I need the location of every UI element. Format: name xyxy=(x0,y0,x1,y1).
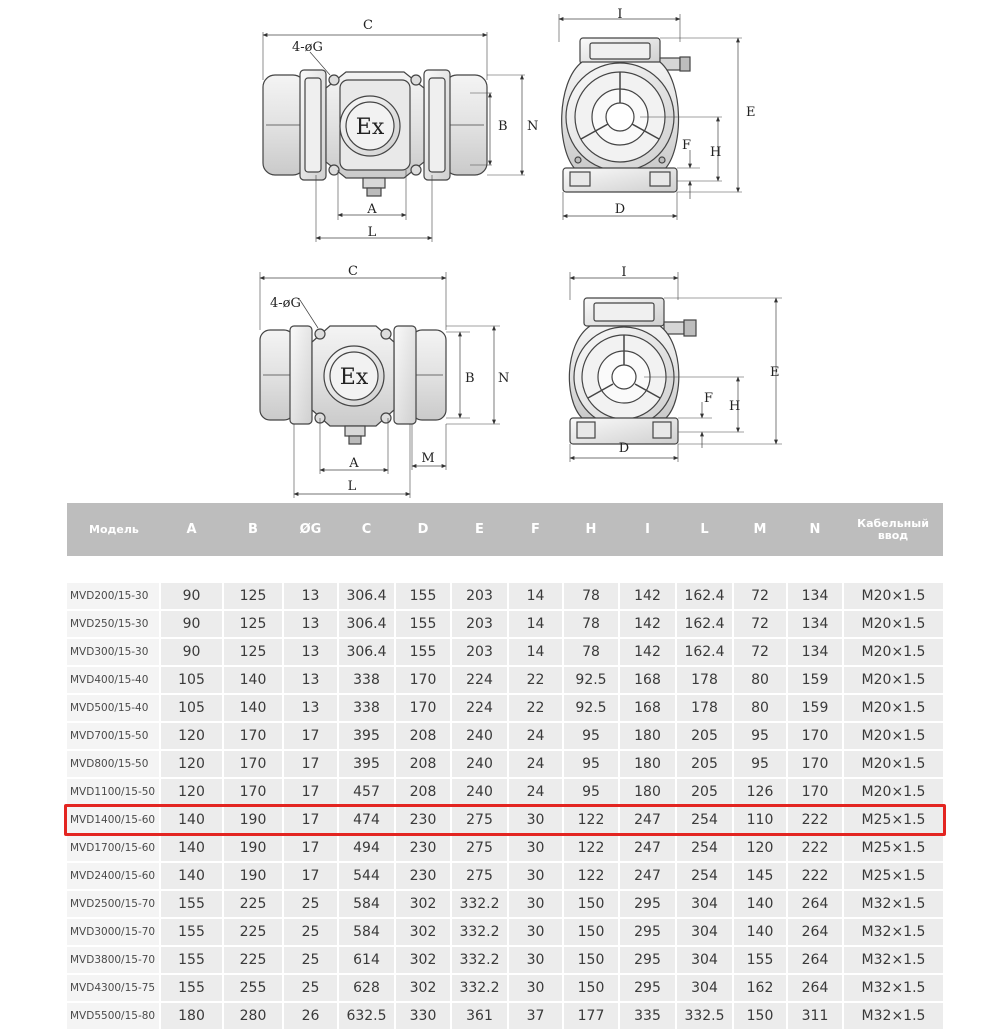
model-cell: MVD400/15-40 xyxy=(67,666,160,694)
model-cell: MVD4300/15-75 xyxy=(67,974,160,1002)
value-cell: M20×1.5 xyxy=(843,722,943,750)
value-cell: 180 xyxy=(619,722,676,750)
value-cell: 145 xyxy=(733,862,787,890)
value-cell: 474 xyxy=(338,806,395,834)
value-cell: 125 xyxy=(223,583,283,610)
value-cell: 150 xyxy=(563,918,619,946)
value-cell: 140 xyxy=(160,862,223,890)
value-cell: 110 xyxy=(733,806,787,834)
value-cell: 170 xyxy=(223,750,283,778)
bottom-front-label-f: F xyxy=(704,391,714,406)
spacer-cell xyxy=(67,556,943,583)
value-cell: 254 xyxy=(676,862,733,890)
value-cell: 230 xyxy=(395,834,451,862)
top-front-label-e: E xyxy=(746,105,756,120)
value-cell: 302 xyxy=(395,918,451,946)
value-cell: 105 xyxy=(160,666,223,694)
table-row xyxy=(67,890,943,918)
value-cell: 205 xyxy=(676,778,733,806)
value-cell: 30 xyxy=(508,974,563,1002)
column-header-b: B xyxy=(223,503,283,556)
top-side-label-c: C xyxy=(363,18,373,33)
value-cell: 17 xyxy=(283,778,338,806)
model-cell: MVD2500/15-70 xyxy=(67,890,160,918)
value-cell: 338 xyxy=(338,666,395,694)
value-cell: 584 xyxy=(338,890,395,918)
value-cell: 311 xyxy=(787,1002,843,1030)
value-cell: 190 xyxy=(223,834,283,862)
value-cell: 140 xyxy=(733,890,787,918)
value-cell: 177 xyxy=(563,1002,619,1030)
model-cell: MVD800/15-50 xyxy=(67,750,160,778)
value-cell: 17 xyxy=(283,806,338,834)
value-cell: 332.2 xyxy=(451,946,508,974)
value-cell: 95 xyxy=(563,722,619,750)
value-cell: 254 xyxy=(676,806,733,834)
table-row xyxy=(67,666,943,694)
value-cell: 203 xyxy=(451,638,508,666)
value-cell: 162.4 xyxy=(676,638,733,666)
value-cell: 30 xyxy=(508,862,563,890)
value-cell: 122 xyxy=(563,834,619,862)
top-side-label-l: L xyxy=(367,225,377,240)
table-row xyxy=(67,946,943,974)
header-row xyxy=(67,503,943,556)
value-cell: 105 xyxy=(160,694,223,722)
value-cell: 90 xyxy=(160,638,223,666)
value-cell: 72 xyxy=(733,610,787,638)
value-cell: 155 xyxy=(160,946,223,974)
top-side-label-b: B xyxy=(498,119,508,134)
value-cell: 280 xyxy=(223,1002,283,1030)
value-cell: 90 xyxy=(160,583,223,610)
value-cell: 190 xyxy=(223,806,283,834)
value-cell: 208 xyxy=(395,778,451,806)
value-cell: 140 xyxy=(160,834,223,862)
top-side-label-a: A xyxy=(367,202,377,217)
model-cell: MVD250/15-30 xyxy=(67,610,160,638)
table-row xyxy=(67,638,943,666)
value-cell: M32×1.5 xyxy=(843,890,943,918)
value-cell: 275 xyxy=(451,862,508,890)
value-cell: 13 xyxy=(283,638,338,666)
value-cell: 205 xyxy=(676,722,733,750)
top-side-label-g: 4-øG xyxy=(292,40,323,55)
top-front-view xyxy=(559,14,742,220)
column-header-a: A xyxy=(160,503,223,556)
column-header-l: L xyxy=(676,503,733,556)
value-cell: 395 xyxy=(338,750,395,778)
model-cell: MVD300/15-30 xyxy=(67,638,160,666)
value-cell: 17 xyxy=(283,750,338,778)
bottom-side-label-m: M xyxy=(421,451,435,466)
technical-drawings xyxy=(0,0,1000,500)
value-cell: 30 xyxy=(508,918,563,946)
value-cell: M20×1.5 xyxy=(843,610,943,638)
value-cell: 170 xyxy=(787,722,843,750)
value-cell: 126 xyxy=(733,778,787,806)
bottom-side-label-b: B xyxy=(465,371,475,386)
value-cell: 264 xyxy=(787,918,843,946)
value-cell: 275 xyxy=(451,806,508,834)
value-cell: 120 xyxy=(733,834,787,862)
column-header-øg: ØG xyxy=(283,503,338,556)
value-cell: 159 xyxy=(787,666,843,694)
value-cell: 13 xyxy=(283,666,338,694)
value-cell: 170 xyxy=(223,722,283,750)
column-header-d: D xyxy=(395,503,451,556)
value-cell: 632.5 xyxy=(338,1002,395,1030)
bottom-front-label-d: D xyxy=(618,441,630,456)
top-front-label-f: F xyxy=(682,138,692,153)
value-cell: 150 xyxy=(563,890,619,918)
value-cell: 330 xyxy=(395,1002,451,1030)
column-header-n: N xyxy=(787,503,843,556)
value-cell: 304 xyxy=(676,918,733,946)
value-cell: 225 xyxy=(223,946,283,974)
value-cell: 240 xyxy=(451,778,508,806)
column-header-c: C xyxy=(338,503,395,556)
value-cell: 180 xyxy=(619,750,676,778)
cable-entry-header-part: Кабельный xyxy=(857,516,929,530)
value-cell: 302 xyxy=(395,890,451,918)
value-cell: 457 xyxy=(338,778,395,806)
model-cell: MVD2400/15-60 xyxy=(67,862,160,890)
top-side-view xyxy=(263,32,525,242)
table-row xyxy=(67,722,943,750)
value-cell: 203 xyxy=(451,610,508,638)
value-cell: 155 xyxy=(160,918,223,946)
value-cell: 26 xyxy=(283,1002,338,1030)
value-cell: 180 xyxy=(619,778,676,806)
value-cell: 203 xyxy=(451,583,508,610)
value-cell: 170 xyxy=(787,778,843,806)
value-cell: 295 xyxy=(619,974,676,1002)
bottom-side-label-g: 4-øG xyxy=(270,296,301,311)
value-cell: 335 xyxy=(619,1002,676,1030)
value-cell: 168 xyxy=(619,694,676,722)
value-cell: M20×1.5 xyxy=(843,583,943,610)
value-cell: 80 xyxy=(733,694,787,722)
value-cell: 494 xyxy=(338,834,395,862)
value-cell: 17 xyxy=(283,834,338,862)
table-row xyxy=(67,610,943,638)
value-cell: 225 xyxy=(223,918,283,946)
value-cell: 80 xyxy=(733,666,787,694)
value-cell: 224 xyxy=(451,694,508,722)
value-cell: M32×1.5 xyxy=(843,918,943,946)
model-cell: MVD200/15-30 xyxy=(67,583,160,610)
model-cell: MVD3800/15-70 xyxy=(67,946,160,974)
value-cell: 95 xyxy=(733,750,787,778)
value-cell: 295 xyxy=(619,918,676,946)
value-cell: 162.4 xyxy=(676,583,733,610)
value-cell: 395 xyxy=(338,722,395,750)
value-cell: 190 xyxy=(223,862,283,890)
value-cell: 30 xyxy=(508,806,563,834)
top-front-label-i: I xyxy=(617,7,623,22)
value-cell: 247 xyxy=(619,834,676,862)
value-cell: M32×1.5 xyxy=(843,974,943,1002)
value-cell: 240 xyxy=(451,722,508,750)
column-header-cable-entry xyxy=(843,503,943,556)
value-cell: 134 xyxy=(787,610,843,638)
value-cell: 361 xyxy=(451,1002,508,1030)
drawings-svg xyxy=(0,0,1000,500)
value-cell: 162.4 xyxy=(676,610,733,638)
value-cell: 332.5 xyxy=(676,1002,733,1030)
value-cell: 142 xyxy=(619,583,676,610)
value-cell: 37 xyxy=(508,1002,563,1030)
value-cell: 304 xyxy=(676,946,733,974)
value-cell: 122 xyxy=(563,806,619,834)
value-cell: M32×1.5 xyxy=(843,1002,943,1030)
cable-entry-header-part: ввод xyxy=(877,528,909,542)
top-front-label-d: D xyxy=(614,202,626,217)
bottom-side-label-n: N xyxy=(498,371,510,386)
value-cell: M20×1.5 xyxy=(843,666,943,694)
value-cell: 140 xyxy=(223,666,283,694)
value-cell: 247 xyxy=(619,806,676,834)
value-cell: M20×1.5 xyxy=(843,638,943,666)
spec-table-head xyxy=(67,503,943,556)
value-cell: 120 xyxy=(160,778,223,806)
value-cell: 264 xyxy=(787,890,843,918)
table-row xyxy=(67,974,943,1002)
value-cell: 78 xyxy=(563,583,619,610)
value-cell: 78 xyxy=(563,638,619,666)
value-cell: 22 xyxy=(508,694,563,722)
value-cell: 155 xyxy=(160,890,223,918)
value-cell: 584 xyxy=(338,918,395,946)
value-cell: 170 xyxy=(395,694,451,722)
value-cell: 264 xyxy=(787,946,843,974)
value-cell: 13 xyxy=(283,610,338,638)
value-cell: 338 xyxy=(338,694,395,722)
model-cell: MVD700/15-50 xyxy=(67,722,160,750)
value-cell: 13 xyxy=(283,583,338,610)
value-cell: 264 xyxy=(787,974,843,1002)
top-front-label-h: H xyxy=(710,145,722,160)
value-cell: M20×1.5 xyxy=(843,778,943,806)
value-cell: 140 xyxy=(733,918,787,946)
value-cell: 225 xyxy=(223,890,283,918)
bottom-side-label-a: A xyxy=(349,456,359,471)
value-cell: 30 xyxy=(508,834,563,862)
value-cell: 150 xyxy=(733,1002,787,1030)
value-cell: 306.4 xyxy=(338,583,395,610)
table-row xyxy=(67,862,943,890)
value-cell: 125 xyxy=(223,638,283,666)
value-cell: 302 xyxy=(395,946,451,974)
table-row xyxy=(67,918,943,946)
value-cell: 30 xyxy=(508,946,563,974)
value-cell: 155 xyxy=(395,610,451,638)
top-side-label-ex: Ex xyxy=(355,115,385,140)
value-cell: 24 xyxy=(508,722,563,750)
value-cell: 304 xyxy=(676,974,733,1002)
value-cell: 240 xyxy=(451,750,508,778)
bottom-side-label-l: L xyxy=(347,479,357,494)
bottom-front-label-e: E xyxy=(770,365,780,380)
value-cell: 92.5 xyxy=(563,694,619,722)
value-cell: 25 xyxy=(283,890,338,918)
spec-table xyxy=(67,503,943,1031)
value-cell: 155 xyxy=(733,946,787,974)
value-cell: M20×1.5 xyxy=(843,750,943,778)
value-cell: M25×1.5 xyxy=(843,806,943,834)
value-cell: 95 xyxy=(563,750,619,778)
column-header-m: M xyxy=(733,503,787,556)
value-cell: 25 xyxy=(283,946,338,974)
value-cell: 155 xyxy=(395,583,451,610)
value-cell: 134 xyxy=(787,583,843,610)
value-cell: 247 xyxy=(619,862,676,890)
value-cell: 332.2 xyxy=(451,890,508,918)
value-cell: 92.5 xyxy=(563,666,619,694)
value-cell: 306.4 xyxy=(338,638,395,666)
model-cell: MVD1100/15-50 xyxy=(67,778,160,806)
table-row xyxy=(67,750,943,778)
value-cell: 254 xyxy=(676,834,733,862)
value-cell: 24 xyxy=(508,778,563,806)
value-cell: 628 xyxy=(338,974,395,1002)
value-cell: 17 xyxy=(283,862,338,890)
value-cell: 30 xyxy=(508,890,563,918)
table-row xyxy=(67,778,943,806)
value-cell: 140 xyxy=(160,806,223,834)
value-cell: 208 xyxy=(395,750,451,778)
value-cell: 122 xyxy=(563,862,619,890)
value-cell: M25×1.5 xyxy=(843,862,943,890)
value-cell: 25 xyxy=(283,974,338,1002)
value-cell: 222 xyxy=(787,806,843,834)
value-cell: 332.2 xyxy=(451,918,508,946)
value-cell: 150 xyxy=(563,974,619,1002)
spec-table-body xyxy=(67,556,943,1030)
value-cell: 180 xyxy=(160,1002,223,1030)
value-cell: 224 xyxy=(451,666,508,694)
value-cell: 125 xyxy=(223,610,283,638)
value-cell: 90 xyxy=(160,610,223,638)
value-cell: 178 xyxy=(676,666,733,694)
table-row xyxy=(67,583,943,610)
value-cell: 72 xyxy=(733,638,787,666)
model-cell: MVD3000/15-70 xyxy=(67,918,160,946)
table-row xyxy=(67,834,943,862)
column-header-f: F xyxy=(508,503,563,556)
value-cell: 120 xyxy=(160,750,223,778)
value-cell: 14 xyxy=(508,583,563,610)
value-cell: 304 xyxy=(676,890,733,918)
value-cell: 230 xyxy=(395,862,451,890)
value-cell: 155 xyxy=(395,638,451,666)
value-cell: 170 xyxy=(223,778,283,806)
table-row xyxy=(67,806,943,834)
column-header-i: I xyxy=(619,503,676,556)
bottom-side-label-ex: Ex xyxy=(339,365,369,390)
model-cell: MVD5500/15-80 xyxy=(67,1002,160,1030)
value-cell: 614 xyxy=(338,946,395,974)
value-cell: 162 xyxy=(733,974,787,1002)
column-header-h: H xyxy=(563,503,619,556)
model-cell: MVD1700/15-60 xyxy=(67,834,160,862)
value-cell: 120 xyxy=(160,722,223,750)
value-cell: 222 xyxy=(787,834,843,862)
bottom-side-label-c: C xyxy=(348,264,358,279)
value-cell: 134 xyxy=(787,638,843,666)
bottom-front-label-i: I xyxy=(621,265,627,280)
value-cell: 255 xyxy=(223,974,283,1002)
value-cell: 295 xyxy=(619,890,676,918)
column-header-model: Модель xyxy=(67,503,160,556)
value-cell: 140 xyxy=(223,694,283,722)
value-cell: 13 xyxy=(283,694,338,722)
model-cell: MVD500/15-40 xyxy=(67,694,160,722)
model-cell: MVD1400/15-60 xyxy=(67,806,160,834)
table-spacer xyxy=(67,556,943,583)
value-cell: M32×1.5 xyxy=(843,946,943,974)
value-cell: 159 xyxy=(787,694,843,722)
value-cell: 208 xyxy=(395,722,451,750)
value-cell: 72 xyxy=(733,583,787,610)
column-header-e: E xyxy=(451,503,508,556)
value-cell: 150 xyxy=(563,946,619,974)
table-row xyxy=(67,1002,943,1030)
value-cell: M25×1.5 xyxy=(843,834,943,862)
value-cell: 170 xyxy=(395,666,451,694)
value-cell: 142 xyxy=(619,610,676,638)
bottom-front-view xyxy=(569,272,782,462)
value-cell: 302 xyxy=(395,974,451,1002)
value-cell: 17 xyxy=(283,722,338,750)
value-cell: 306.4 xyxy=(338,610,395,638)
value-cell: 14 xyxy=(508,610,563,638)
value-cell: 168 xyxy=(619,666,676,694)
value-cell: 170 xyxy=(787,750,843,778)
value-cell: 24 xyxy=(508,750,563,778)
value-cell: 95 xyxy=(563,778,619,806)
value-cell: 178 xyxy=(676,694,733,722)
value-cell: 155 xyxy=(160,974,223,1002)
value-cell: 230 xyxy=(395,806,451,834)
value-cell: 25 xyxy=(283,918,338,946)
top-side-label-n: N xyxy=(527,119,539,134)
bottom-front-label-h: H xyxy=(729,399,741,414)
value-cell: 142 xyxy=(619,638,676,666)
value-cell: 275 xyxy=(451,834,508,862)
value-cell: 78 xyxy=(563,610,619,638)
value-cell: 332.2 xyxy=(451,974,508,1002)
value-cell: 222 xyxy=(787,862,843,890)
value-cell: 95 xyxy=(733,722,787,750)
value-cell: 295 xyxy=(619,946,676,974)
value-cell: M20×1.5 xyxy=(843,694,943,722)
value-cell: 205 xyxy=(676,750,733,778)
value-cell: 22 xyxy=(508,666,563,694)
table-row xyxy=(67,694,943,722)
value-cell: 14 xyxy=(508,638,563,666)
value-cell: 544 xyxy=(338,862,395,890)
